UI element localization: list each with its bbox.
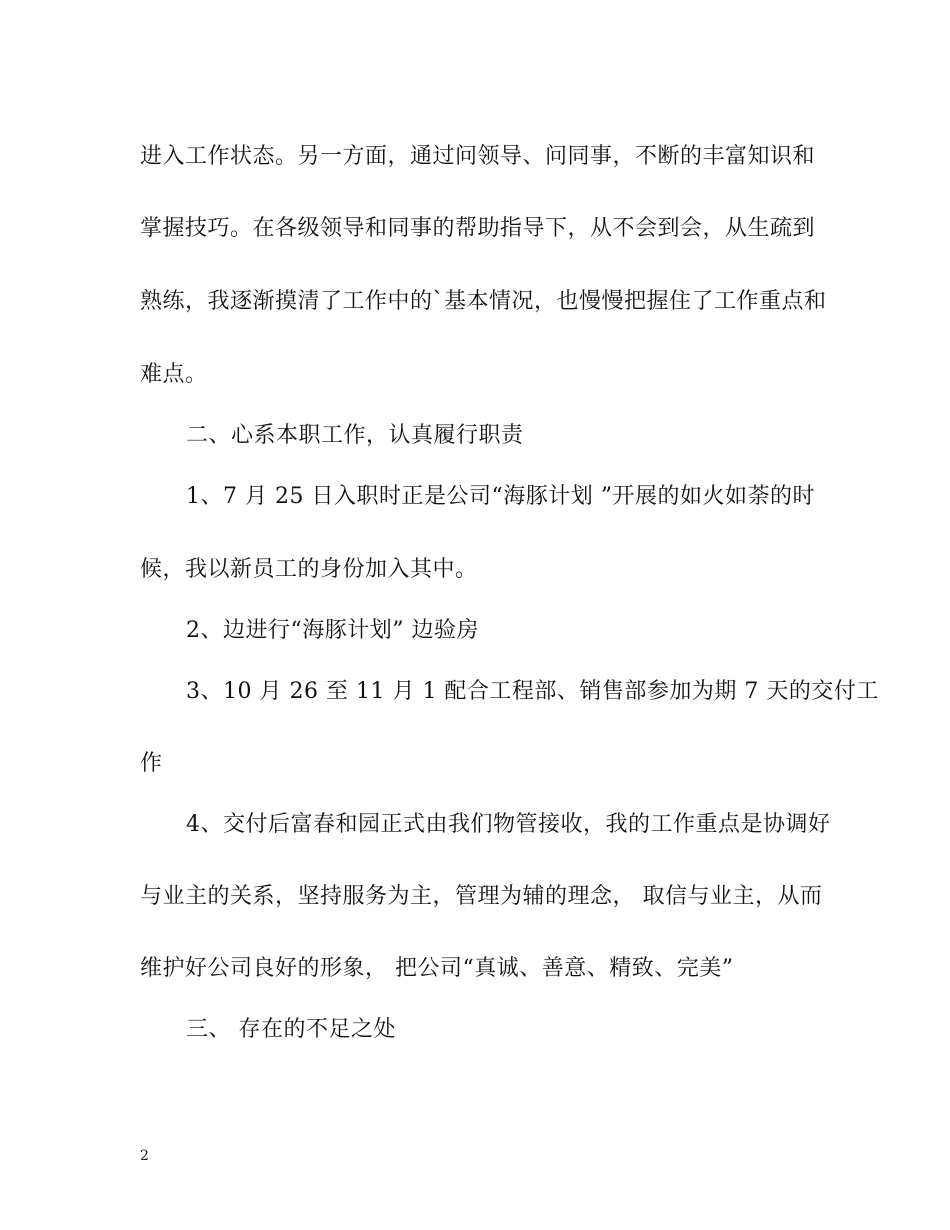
paragraph-line: 2、边进行“海豚计划” 边验房 (186, 618, 479, 643)
paragraph-line: 掌握技巧。在各级领导和同事的帮助指导下，从不会到会，从生疏到 (140, 216, 816, 241)
paragraph-line: 4、交付后富春和园正式由我们物管接收，我的工作重点是协调好 (186, 812, 831, 837)
paragraph-line: 候，我以新员工的身份加入其中。 (140, 557, 478, 582)
paragraph-line: 难点。 (140, 362, 208, 387)
page-number: 2 (140, 1148, 149, 1164)
section-heading: 二、心系本职工作，认真履行职责 (186, 423, 524, 448)
paragraph-line: 与业主的关系，坚持服务为主，管理为辅的理念， 取信与业主，从而 (140, 884, 823, 909)
paragraph-line: 3、10 月 26 至 11 月 1 配合工程部、销售部参加为期 7 天的交付工 (186, 679, 879, 704)
paragraph-line: 作 (140, 751, 163, 776)
paragraph-line: 1、7 月 25 日入职时正是公司“海豚计划 ”开展的如火如荼的时 (186, 484, 815, 509)
paragraph-line: 熟练，我逐渐摸清了工作中的`基本情况，也慢慢把握住了工作重点和 (140, 289, 827, 314)
paragraph-line: 维护好公司良好的形象， 把公司“真诚、善意、精致、完美” (140, 956, 734, 981)
section-heading: 三、 存在的不足之处 (186, 1017, 396, 1042)
paragraph-line: 进入工作状态。另一方面，通过问领导、问同事，不断的丰富知识和 (140, 144, 816, 169)
